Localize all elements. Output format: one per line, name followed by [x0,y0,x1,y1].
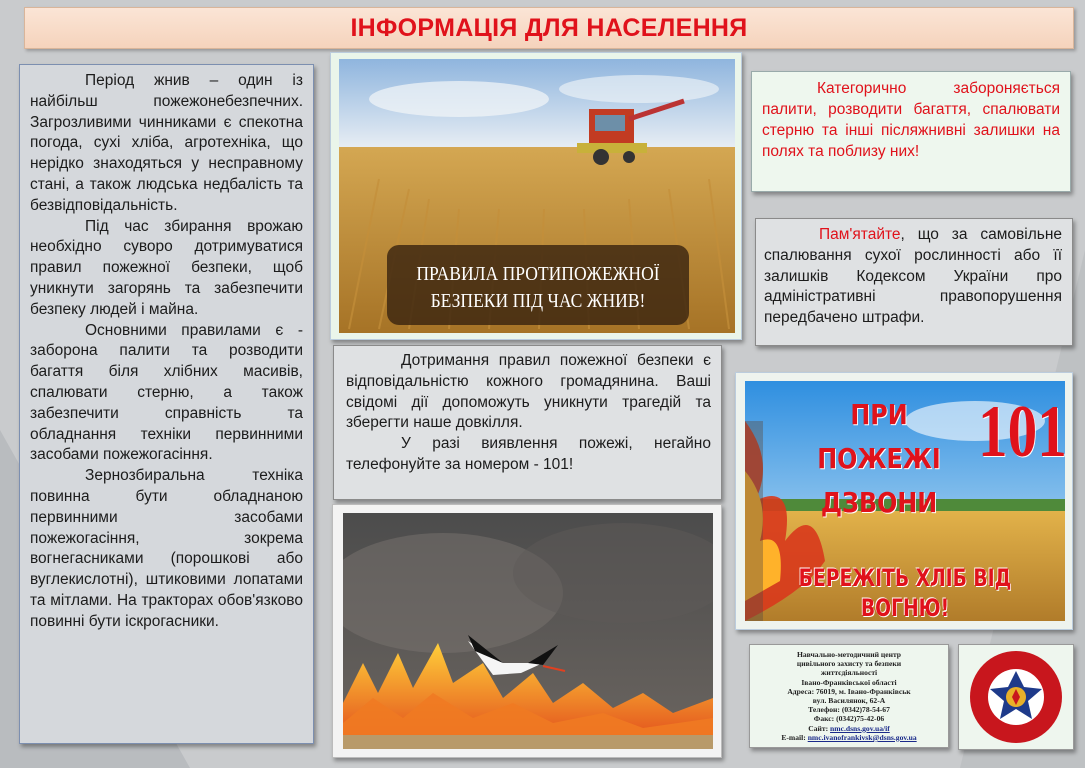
ban-notice-text: Категорично забороняється палити, розводити багаття, спалювати стерню та інші післяжнивні залишки на полях та поблизу них! [762,80,1060,160]
harvest-banner-line: БЕЗПЕКИ ПІД ЧАС ЖНИВ! [430,291,646,312]
site-label: Сайт: [808,723,831,733]
contact-info [749,644,949,748]
email-link[interactable]: nmc.ivanofrankivsk@dsns.gov.ua [807,732,917,742]
contact-line: цивільного захисту та безпеки [796,659,902,669]
poster-line: ДЗВОНИ [820,486,938,519]
logo-frame [958,644,1074,750]
contact-line: Факс: (0342)75-42-06 [813,714,885,724]
contact-line: вул. Василянок, 62-А [812,696,886,706]
poster-number: 101 [978,391,1067,473]
fine-notice [755,218,1073,346]
contact-line: Івано-Франківської області [801,677,897,687]
center-text-panel [333,345,722,500]
poster-slogan: БЕРЕЖІТЬ ХЛІБ ВІД ВОГНЮ! [798,564,1012,622]
emergency-poster-frame [735,372,1073,630]
fine-notice-text [764,225,1062,329]
poster-line: ПРИ ПОЖЕЖІ [817,398,941,475]
contact-line: Адреса: 76019, м. Івано-Франківськ [787,686,911,696]
left-text-panel [19,64,314,744]
remember-lead: Пам'ятайте [819,226,901,243]
site-link[interactable]: nmc.dsns.gov.ua/if [830,723,890,733]
harvest-banner-text [402,261,674,315]
left-paragraph: Період жнив – один із найбільш пожежонебезпечних. Загрозливими чинниками є спекотна погода, сухі хліба, агротехніка, що нерідко знаходяться у несправному стані, а також людська недбалість та безвідповідальність. [30,72,303,214]
contact-email-line [753,733,945,742]
harvest-image-frame [330,52,742,340]
contact-line: Навчально-методичний центр [796,650,902,659]
center-paragraph: У разі виявлення пожежі, негайно телефонуйте за номером - 101! [346,435,711,473]
remember-rest: , що за самовільне спалювання сухої рослинності або її залишків Кодексом України про адміністративні правопорушення передбачено штрафи. [764,226,1062,327]
left-paragraph: Основними правилами є - заборона палити та розводити багаття біля хлібних масивів, спалювати стерню, а також забезпечити справність та обладнання техніки первинними засобами пожежогасіння. [30,321,303,464]
field-fire-stork-image [343,513,713,749]
contact-line: життєдіяльності [820,668,878,678]
page-title: ІНФОРМАЦІЯ ДЛЯ НАСЕЛЕННЯ [350,13,748,42]
fire-image-frame [332,504,722,758]
left-paragraph: Під час збирання врожаю необхідно суворо дотримуватися правил пожежної безпеки, щоб уникнути загорянь та забезпечити безпеку людей і майна. [30,217,303,318]
ban-notice [751,71,1071,192]
contact-line: Телефон: (0342)78-54-67 [808,705,890,715]
left-paragraph: Зернозбиральна техніка повинна бути обладнаною первинними засобами пожежогасіння, зокрема вогнегасниками (порошкові або вуглекислотні), штиковими лопатами та мітлами. На тракторах обов'язково повинні бути іскрогасники. [30,467,303,630]
poster-call-text [807,393,952,525]
email-label: E-mail: [781,732,808,742]
harvest-banner-line: ПРАВИЛА ПРОТИПОЖЕЖНОЇ [416,264,660,285]
contact-site-line [753,724,945,733]
center-paragraph: Дотримання правил пожежної безпеки є відповідальністю кожного громадянина. Ваші свідомі дії допоможуть уникнути трагедій та зберегти наше довкілля. [346,352,711,432]
title-banner [24,7,1074,49]
organization-logo-icon [968,649,1064,745]
